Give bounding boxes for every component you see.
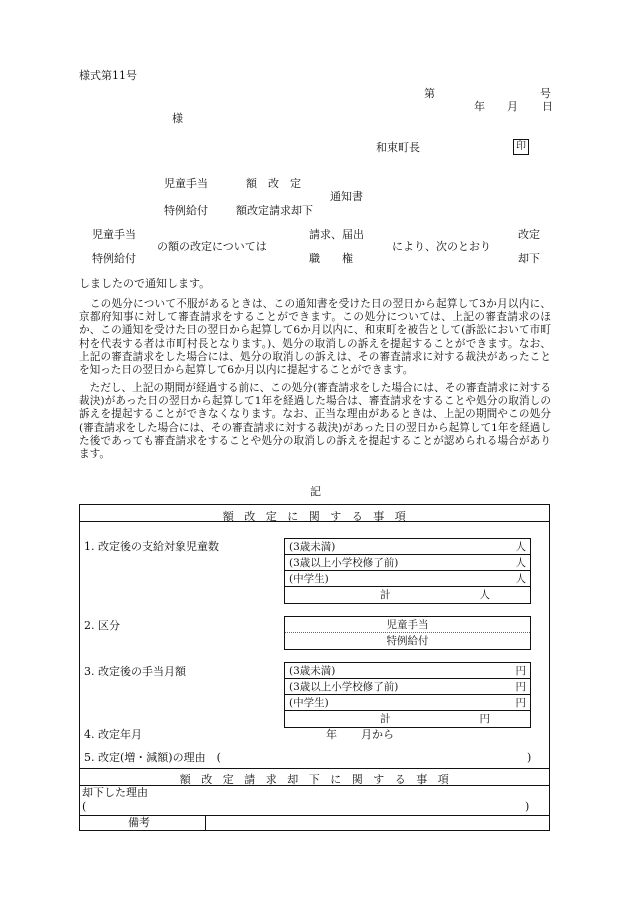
intro-kyakka: 却下 [518, 252, 540, 265]
intro-kaitei: 改定 [518, 228, 540, 241]
number-dai: 第 [424, 87, 435, 100]
section2-heading-rule [79, 785, 550, 786]
ki-marker: 記 [310, 485, 321, 498]
rejection-open-paren: ( [82, 800, 87, 813]
row-label: (3歳未満) [289, 541, 336, 553]
rejection-close-paren: ) [525, 800, 530, 813]
form-number: 様式第11号 [79, 69, 137, 82]
intro-no-gaku: の額の改定については [157, 240, 267, 253]
item4-month-from: 月から [361, 728, 394, 741]
total-label: 計 [380, 589, 391, 601]
total-label: 計 [380, 713, 391, 725]
intro-tail: しましたので通知します。 [79, 277, 211, 290]
item1-label: 1. 改定後の支給対象児童数 [84, 540, 219, 553]
date-year: 年 [474, 100, 485, 113]
item1-row-junior-high [285, 571, 530, 587]
addressee-sama: 様 [172, 112, 183, 125]
row-label: (中学生) [289, 573, 329, 585]
category-option-tokurei: 特例給付 [386, 635, 429, 647]
row-unit: 円 [515, 665, 526, 677]
item2-label: 2. 区分 [84, 619, 120, 632]
title-tsuchisho: 通知書 [330, 190, 363, 203]
row-unit: 円 [515, 697, 526, 709]
item5-close-paren: ) [527, 751, 532, 764]
number-go: 号 [540, 87, 551, 100]
section2-heading: 額改定請求却下に関する事項 [179, 773, 460, 786]
intro-tokurei-kyufu: 特例給付 [92, 252, 136, 265]
item1-row-elementary [285, 555, 530, 571]
row-label: (3歳以上小学校修了前) [289, 557, 399, 569]
row-unit: 人 [515, 573, 526, 585]
intro-shokken: 職 権 [309, 252, 353, 265]
remarks-divider [205, 815, 206, 831]
section1-heading-rule [79, 521, 550, 522]
item4-label: 4. 改定年月 [84, 728, 142, 741]
intro-seikyu: 請求、届出 [309, 228, 364, 241]
section1-heading: 額改定に関する事項 [222, 510, 417, 523]
item3-row-elementary [285, 679, 530, 695]
title-gaku-kaitei: 額 改 定 [246, 177, 301, 190]
mayor-title: 和束町長 [376, 141, 420, 154]
intro-jido-teate: 児童手当 [92, 228, 136, 241]
item3-amount-box [284, 662, 531, 728]
total-unit: 円 [479, 713, 490, 725]
item1-row-total [285, 587, 530, 603]
row-unit: 人 [515, 557, 526, 569]
title-tokurei-kyufu: 特例給付 [164, 204, 208, 217]
row-label: (3歳未満) [289, 665, 336, 677]
seal-mark: 印 [513, 139, 529, 155]
date-day: 日 [542, 100, 553, 113]
remarks-label: 備考 [128, 816, 150, 829]
item2-category-box [284, 616, 531, 650]
item3-row-junior-high [285, 695, 530, 711]
item5-label: 5. 改定(増・減額)の理由 ( [84, 751, 221, 764]
title-kyakka: 額改定請求却下 [236, 204, 313, 217]
item1-children-box [284, 538, 531, 604]
item3-label: 3. 改定後の手当月額 [84, 665, 186, 678]
date-month: 月 [507, 100, 518, 113]
item4-year: 年 [326, 728, 337, 741]
row-unit: 円 [515, 681, 526, 693]
item3-row-under3 [285, 663, 530, 679]
rejection-reason-label: 却下した理由 [82, 786, 148, 799]
section2-top-rule [79, 768, 550, 769]
row-unit: 人 [515, 541, 526, 553]
item3-row-total [285, 711, 530, 727]
total-unit: 人 [479, 589, 490, 601]
title-jido-teate: 児童手当 [164, 177, 208, 190]
item1-row-under3 [285, 539, 530, 555]
category-option-jido: 児童手当 [285, 617, 530, 633]
row-label: (3歳以上小学校修了前) [289, 681, 399, 693]
row-label: (中学生) [289, 697, 329, 709]
intro-ni-yori: により、次のとおり [392, 240, 491, 253]
appeal-paragraph-2: ただし、上記の期間が経過する前に、この処分(審査請求をした場合には、その審査請求に対する裁決)があった日の翌日から起算して1年を経過した場合は、審査請求をすることや処分の取消しの訴えを提起することができなくなります。なお、正当な理由があるときは、上記の期間やこの処分(審査請求をした場合には、その審査請求に対する裁決)があった日の翌日から起算して1年を経過した後であっても審査請求をすることや処分の取消しの訴えを提起することが認められる場合があります。 [79, 382, 551, 461]
appeal-paragraph-1: この処分について不服があるときは、この通知書を受けた日の翌日から起算して3か月以内に、京都府知事に対して審査請求をすることができます。この処分については、上記の審査請求のほか、この通知を受けた日の翌日から起算して6か月以内に、和束町を被告として(訴訟において市町村を代表する者は市町村長となります。)、処分の取消しの訴えを提起することができます。なお、上記の審査請求をした場合には、処分の取消しの訴えは、その審査請求に対する裁決があったことを知った日の翌日から起算して6か月以内に提起することができます。 [79, 298, 551, 377]
